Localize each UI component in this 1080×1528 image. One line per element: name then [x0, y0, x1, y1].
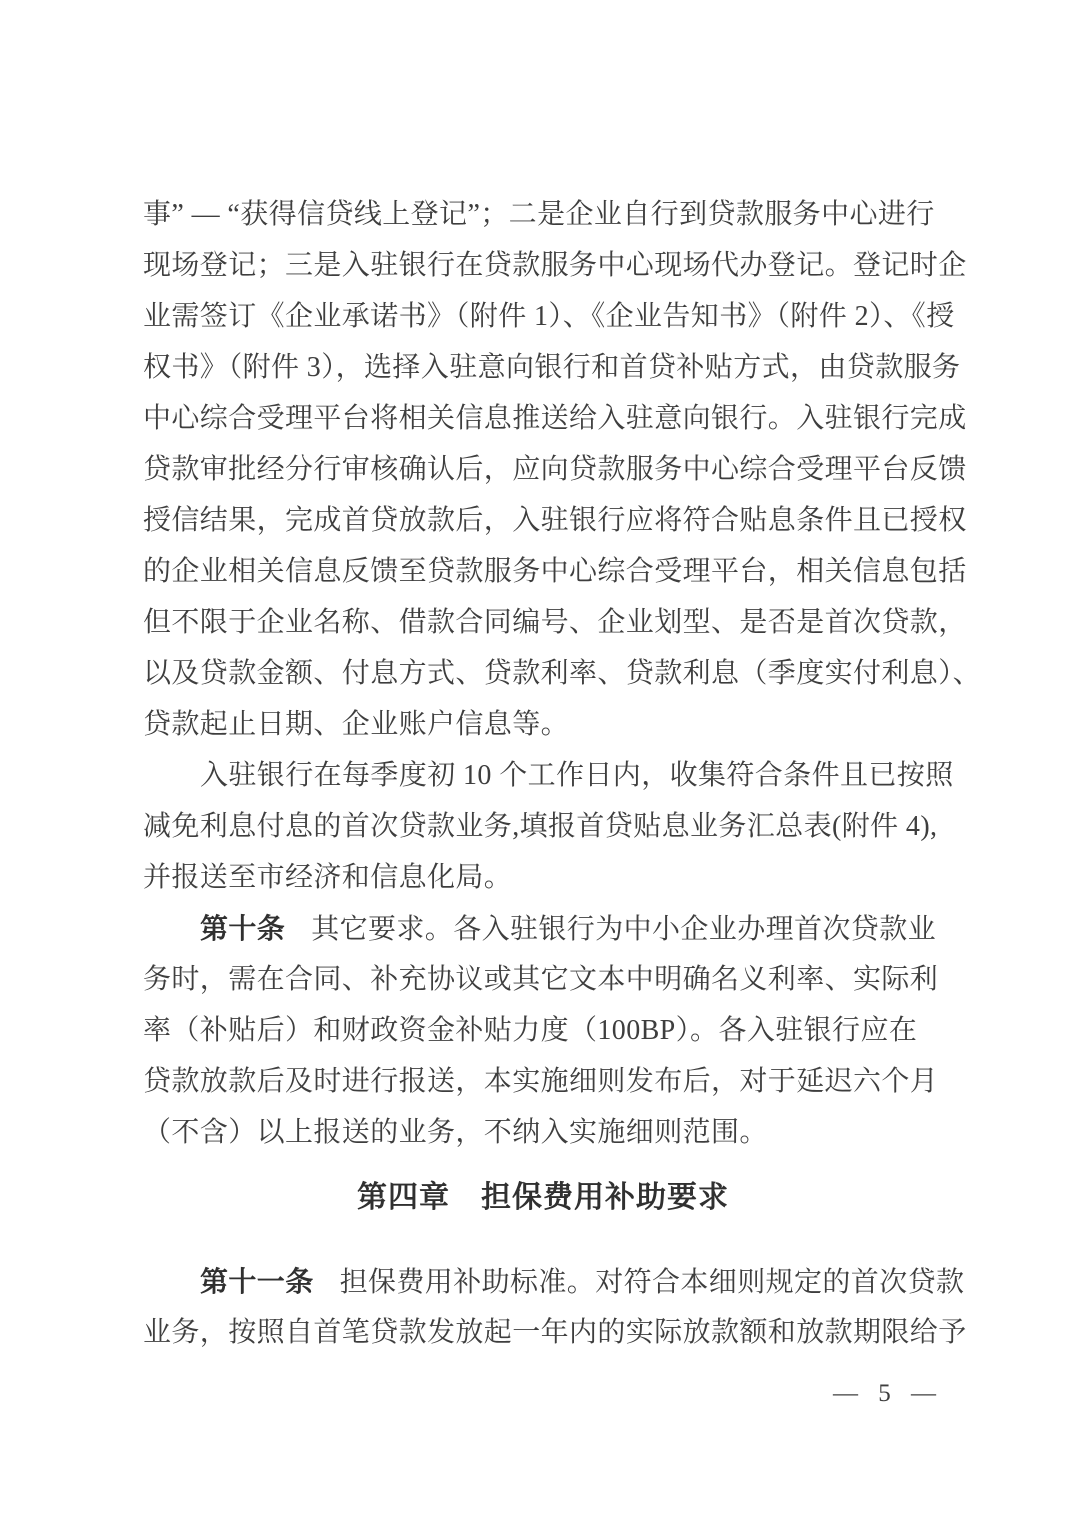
text-line: 业需签订《企业承诺书》（附件 1）、《企业告知书》（附件 2）、《授 [143, 301, 955, 332]
text-line: 的企业相关信息反馈至贷款服务中心综合受理平台，相关信息包括 [143, 556, 967, 587]
text-line: 贷款放款后及时进行报送，本实施细则发布后，对于延迟六个月 [143, 1066, 939, 1097]
text-line: 但不限于企业名称、借款合同编号、企业划型、是否是首次贷款， [143, 607, 967, 638]
text-line: 贷款审批经分行审核确认后，应向贷款服务中心综合受理平台反馈 [143, 454, 967, 485]
article-10-number: 第十条 [200, 913, 286, 944]
article-11-text: 担保费用补助标准。对符合本细则规定的首次贷款 [339, 1267, 965, 1298]
article-10-text: 其它要求。各入驻银行为中小企业办理首次贷款业 [311, 914, 937, 945]
chapter-heading: 第四章 担保费用补助要求 [357, 1181, 729, 1214]
text-line: （不含）以上报送的业务，不纳入实施细则范围。 [143, 1117, 768, 1148]
text-line: 授信结果，完成首贷放款后，入驻银行应将符合贴息条件且已授权 [143, 505, 967, 536]
article-11-first-line [143, 1256, 965, 1307]
text-line: 减免利息付息的首次贷款业务,填报首贷贴息业务汇总表(附件 4), [143, 811, 938, 842]
text-line: 现场登记；三是入驻银行在贷款服务中心现场代办登记。登记时企 [143, 250, 967, 281]
text-line: 入驻银行在每季度初 10 个工作日内，收集符合条件且已按照 [200, 760, 954, 791]
text-line: 权书》（附件 3），选择入驻意向银行和首贷补贴方式，由贷款服务 [143, 352, 961, 383]
article-11-number: 第十一条 [200, 1266, 314, 1297]
text-line: 并报送至市经济和信息化局。 [143, 862, 513, 893]
text-line: 务时，需在合同、补充协议或其它文本中明确名义利率、实际利 [143, 964, 939, 995]
page-number: — 5 — [833, 1380, 943, 1407]
text-line: 贷款起止日期、企业账户信息等。 [143, 709, 570, 740]
text-line: 事” — “获得信贷线上登记”；二是企业自行到贷款服务中心进行 [143, 199, 935, 230]
text-line: 率（补贴后）和财政资金补贴力度（100BP）。各入驻银行应在 [143, 1015, 918, 1046]
text-line: 以及贷款金额、付息方式、贷款利率、贷款利息（季度实付利息）、 [143, 658, 982, 689]
document-body [143, 189, 982, 1358]
text-line: 业务，按照自首笔贷款发放起一年内的实际放款额和放款期限给予 [143, 1317, 967, 1348]
text-line: 中心综合受理平台将相关信息推送给入驻意向银行。入驻银行完成 [143, 403, 967, 434]
article-10-first-line [143, 903, 943, 954]
